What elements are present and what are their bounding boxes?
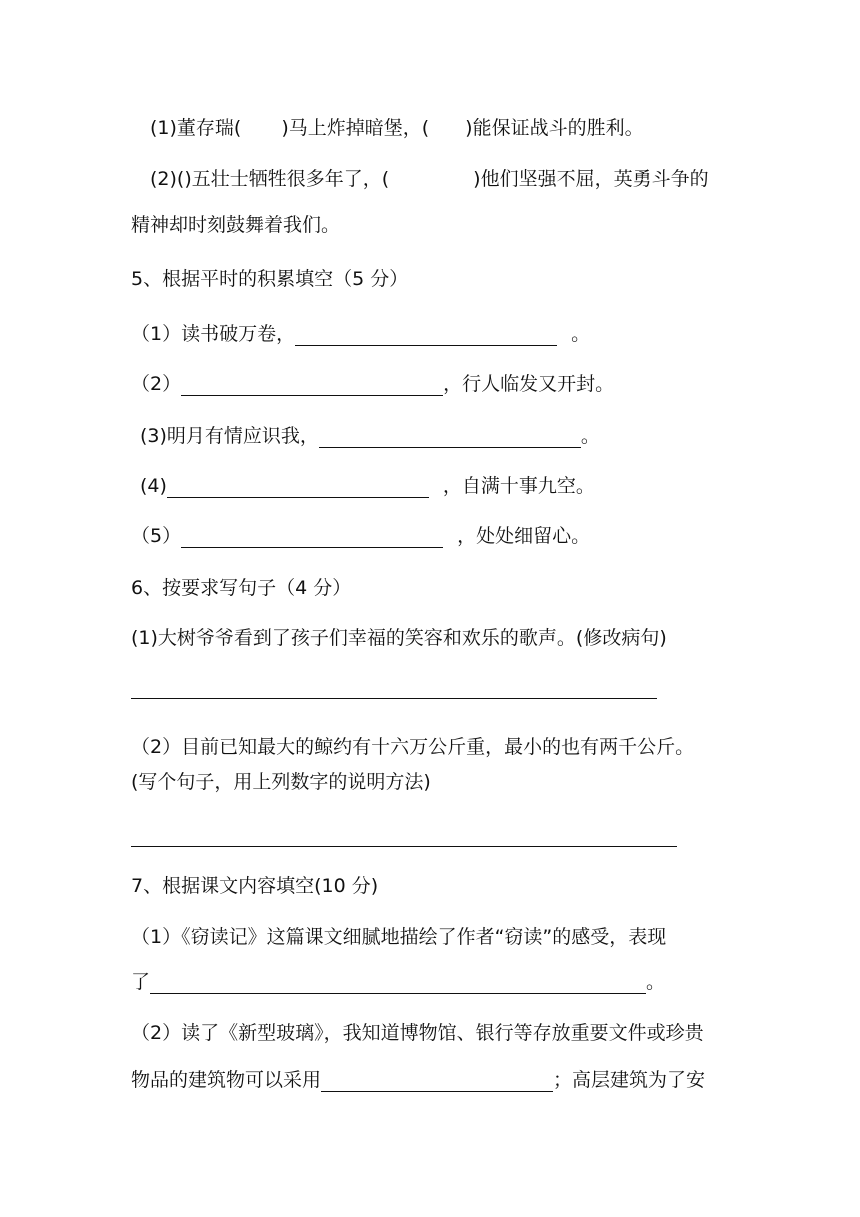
q4-item-2-part-c: 精神却时刻鼓舞着我们。: [131, 214, 341, 236]
q6-item-2-instruction: [131, 770, 431, 794]
q5-item-3-prefix: (3)明月有情应识我，: [140, 425, 319, 447]
q7-item-2-prefix: 物品的建筑物可以采用: [131, 1069, 322, 1091]
q7-item-1-blank[interactable]: [150, 973, 646, 994]
q6-item-2-text: （2）目前已知最大的鲸约有十六万公斤重，最小的也有两千公斤。: [131, 736, 695, 758]
q7-item-2-continuation: [131, 1068, 705, 1092]
q4-item-2: [150, 167, 709, 191]
q7-item-1-text: （1）《窃读记》这篇课文细腻地描绘了作者“窃读”的感受，表现: [131, 926, 667, 948]
q5-item-5: [131, 524, 590, 548]
q5-item-4-prefix: (4): [140, 475, 167, 497]
q5-item-5-suffix: ，处处细留心。: [457, 525, 591, 547]
q7-item-1-prefix: 了: [131, 971, 151, 993]
q5-item-1-prefix: （1）读书破万卷，: [131, 323, 296, 345]
q6-item-1-answer-line[interactable]: [131, 698, 657, 699]
q5-item-5-prefix: （5）: [131, 525, 182, 547]
q6-title: [131, 576, 351, 600]
q5-item-3: [140, 424, 600, 448]
q7-item-2-suffix: ；高层建筑为了安: [553, 1069, 706, 1091]
q7-title-text: 7、根据课文内容填空(10 分): [131, 875, 379, 897]
q6-item-2: [131, 735, 694, 759]
q5-item-3-suffix: 。: [580, 425, 600, 447]
q6-item-2-answer-line[interactable]: [131, 846, 677, 847]
q6-item-1-text: (1)大树爷爷看到了孩子们幸福的笑容和欢乐的歌声。(修改病句): [131, 627, 667, 649]
q4-item-2-part-b: )他们坚强不屈，英勇斗争的: [473, 168, 709, 190]
q5-title: [131, 267, 408, 291]
q7-item-1-continuation: [131, 970, 665, 994]
q5-item-2-suffix: ，行人临发又开封。: [443, 373, 615, 395]
q7-item-2-blank[interactable]: [321, 1071, 553, 1092]
q6-title-text: 6、按要求写句子（4 分）: [131, 577, 352, 599]
q6-item-1: [131, 626, 667, 650]
q7-item-1-suffix: 。: [646, 971, 666, 993]
q4-item-1-part-a: (1)董存瑞(: [150, 117, 242, 139]
q7-item-2: [131, 1021, 704, 1045]
q7-item-1: [131, 925, 666, 949]
q4-item-1: [150, 116, 644, 140]
q5-item-1-suffix: 。: [571, 323, 591, 345]
q6-item-2-instruction-text: (写个句子，用上列数字的说明方法): [131, 771, 431, 793]
q5-title-text: 5、根据平时的积累填空（5 分）: [131, 268, 409, 290]
q5-item-2-blank[interactable]: [181, 375, 443, 396]
q5-item-1: [131, 322, 590, 346]
q4-item-2-continuation: [131, 213, 340, 237]
q5-item-3-blank[interactable]: [319, 427, 581, 448]
q5-item-4-blank[interactable]: [167, 477, 429, 498]
q4-item-1-part-b: )马上炸掉暗堡，(: [281, 117, 430, 139]
q5-item-4-suffix: ，自满十事九空。: [442, 475, 595, 497]
q4-item-2-part-a: (2)()五壮士牺牲很多年了，(: [150, 168, 390, 190]
q5-item-4: [140, 474, 595, 498]
q4-item-1-part-c: )能保证战斗的胜利。: [465, 117, 644, 139]
q5-item-2: [131, 372, 614, 396]
q7-title: [131, 874, 378, 898]
q5-item-1-blank[interactable]: [295, 325, 557, 346]
q5-item-2-prefix: （2）: [131, 373, 182, 395]
q7-item-2-text: （2）读了《新型玻璃》，我知道博物馆、银行等存放重要文件或珍贵: [131, 1022, 704, 1044]
q5-item-5-blank[interactable]: [181, 527, 443, 548]
